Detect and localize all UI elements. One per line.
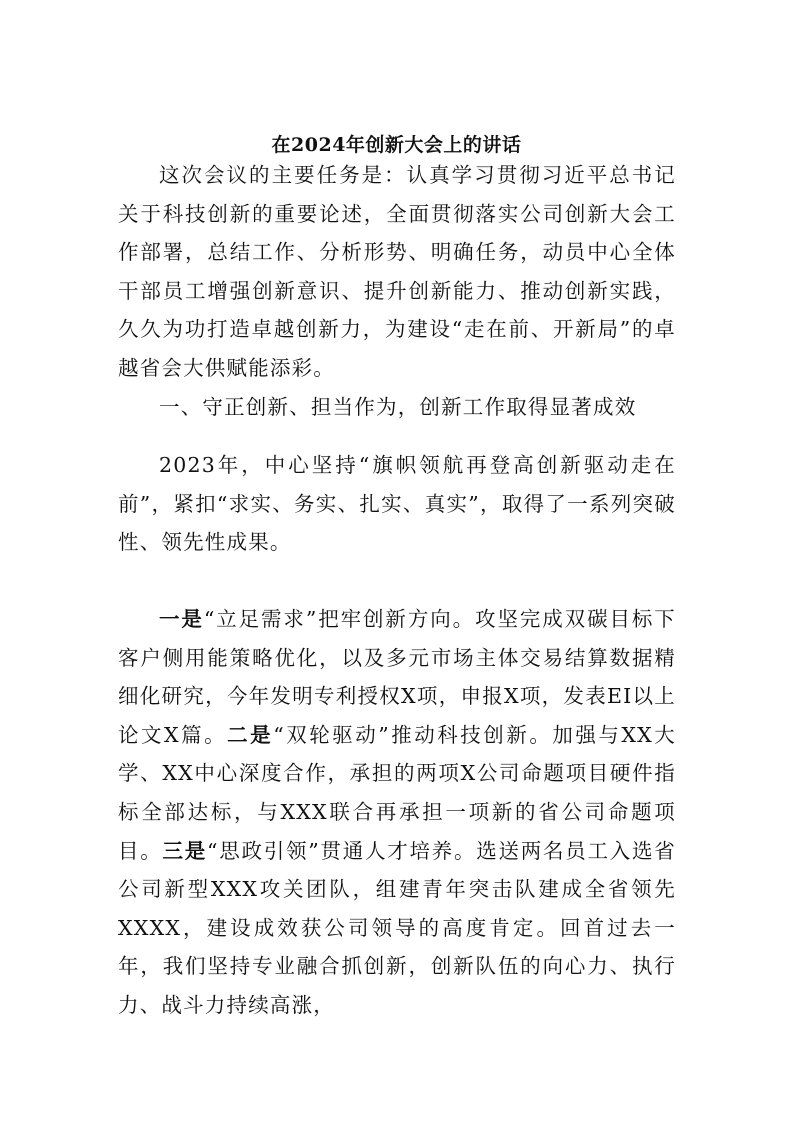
paragraph-2023 (118, 446, 676, 562)
paragraph-achievements (118, 600, 676, 1025)
lead-one: 一是 (159, 607, 204, 631)
paragraph-text: 2023年，中心坚持“旗帜领航再登高创新驱动走在前”，紧扣“求实、务实、扎实、真实”，取得了一系列突破性、领先性成果。 (118, 453, 676, 555)
paragraph-text: 这次会议的主要任务是：认真学习贯彻习近平总书记关于科技创新的重要论述，全面贯彻落实公司创新大会工作部署，总结工作、分析形势、明确任务，动员中心全体干部员工增强创新意识、提升创新能力、推动创新实践，久久为功打造卓越创新力，为建设“走在前、开新局”的卓越省会大供赋能添彩。 (118, 163, 676, 380)
paragraph-intro (118, 156, 676, 388)
paragraph-text (118, 600, 676, 1025)
section-heading-text: 一、守正创新、担当作为，创新工作取得显著成效 (159, 395, 637, 419)
achievement-two: “双轮驱动”推动科技创新。加强与XX大学、XX中心深度合作，承担的两项X公司命题项目硬件指标全部达标，与XXX联合再承担一项新的省公司命题项目。 (118, 722, 677, 863)
document-title: 在2024年创新大会上的讲话 (271, 134, 522, 156)
lead-three: 三是 (162, 838, 208, 863)
achievement-one: “立足需求”把牢创新方向。攻坚完成双碳目标下客户侧用能策略优化，以及多元市场主体交易结算数据精细化研究，今年发明专利授权X项，申报X项，发表EI以上论文X篇。 (118, 607, 676, 747)
lead-two: 二是 (227, 722, 274, 747)
achievement-three: “思政引领”贯通人才培养。选送两名员工入选省公司新型XXX攻关团队，组建青年突击队建成全省领先XXXX，建设成效获公司领导的高度肯定。回首过去一年，我们坚持专业融合抓创新，创新队伍的向心力、执行力、战斗力持续高涨， (118, 838, 677, 1017)
section-heading (118, 388, 676, 427)
